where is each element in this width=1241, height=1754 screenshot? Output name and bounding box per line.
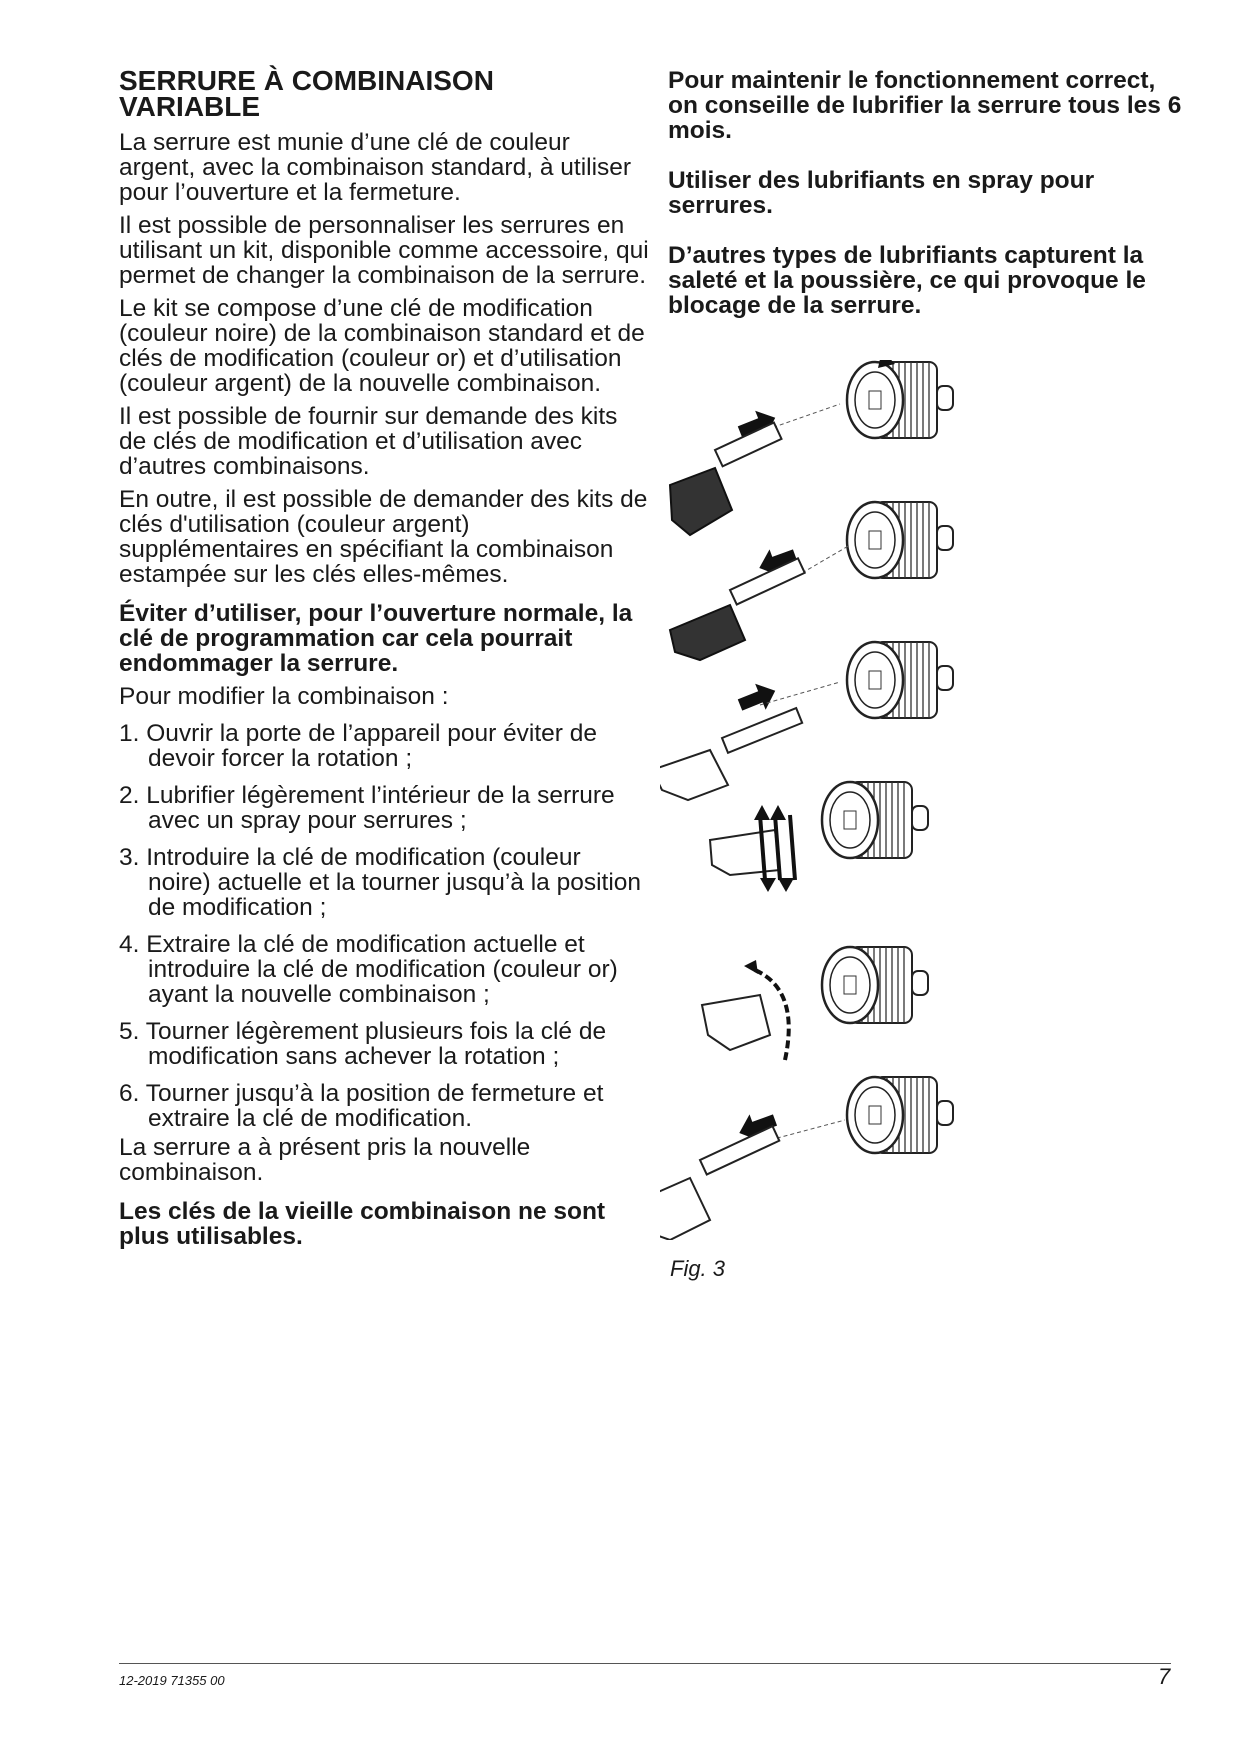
step6-group	[660, 1077, 953, 1240]
page-number: 7	[1158, 1664, 1171, 1689]
intro-paragraph: Il est possible de personnaliser les serrures en utilisant un kit, disponible comme accessoire, qui permet de changer la combinaison de la serrure.	[119, 212, 649, 289]
intro-paragraph: La serrure est munie d’une clé de couleur argent, avec la combinaison standard, à utiliser pour l’ouverture et la fermeture.	[119, 129, 632, 206]
right-column	[668, 68, 1188, 343]
step-item: 2. Lubrifier légèrement l’intérieur de la serrure avec un spray pour serrures ;	[119, 782, 615, 834]
intro-paragraph: Il est possible de fournir sur demande des kits de clés de modification et d’utilisation avec d’autres combinaisons.	[119, 403, 618, 480]
intro-paragraph: En outre, il est possible de demander des kits de clés d'utilisation (couleur argent) supplémentaires en spécifiant la combinaison estampée sur les clés elles-mêmes.	[119, 486, 648, 588]
section-title	[119, 65, 649, 122]
steps-intro: Pour modifier la combinaison :	[119, 683, 449, 710]
step-item: 5. Tourner légèrement plusieurs fois la clé de modification sans achever la rotation ;	[119, 1018, 607, 1070]
step-item: 6. Tourner jusqu’à la position de fermeture et extraire la clé de modification.	[119, 1080, 604, 1132]
lock-key-illustration	[660, 360, 990, 1240]
footer-divider	[119, 1663, 1171, 1664]
step-item: 3. Introduire la clé de modification (couleur noire) actuelle et la tourner jusqu’à la position de modification ;	[119, 844, 642, 921]
steps-list	[119, 721, 649, 1131]
left-column	[119, 65, 649, 1257]
step4-group	[710, 782, 928, 892]
step2-group	[670, 502, 953, 660]
result-text: La serrure a à présent pris la nouvelle combinaison.	[119, 1134, 531, 1186]
final-note: Les clés de la vieille combinaison ne sont plus utilisables.	[119, 1198, 606, 1250]
maintenance-paragraph: D’autres types de lubrifiants capturent la saleté et la poussière, ce qui provoque le blocage de la serrure.	[668, 242, 1146, 319]
maintenance-paragraph: Utiliser des lubrifiants en spray pour serrures.	[668, 167, 1095, 219]
warning-note: Éviter d’utiliser, pour l’ouverture normale, la clé de programmation car cela pourrait endommager la serrure.	[119, 600, 633, 677]
section-title-line1: SERRURE À COMBINAISON	[119, 65, 494, 96]
step3-group	[660, 642, 953, 800]
intro-paragraph: Le kit se compose d’une clé de modification (couleur noire) de la combinaison standard et de clés de modification (couleur or) et d’utilisation (couleur argent) de la nouvelle combinaison.	[119, 295, 645, 397]
document-code: 12-2019 71355 00	[119, 1673, 225, 1688]
step-item: 1. Ouvrir la porte de l’appareil pour éviter de devoir forcer la rotation ;	[119, 720, 598, 772]
step-item: 4. Extraire la clé de modification actuelle et introduire la clé de modification (couleur or) ayant la nouvelle combinaison ;	[119, 931, 618, 1008]
maintenance-paragraph: Pour maintenir le fonctionnement correct, on conseille de lubrifier la serrure tous les 6 mois.	[668, 67, 1182, 144]
section-title-line2: VARIABLE	[119, 91, 261, 122]
figure-caption: Fig. 3	[670, 1256, 726, 1281]
step5-group	[702, 947, 928, 1060]
